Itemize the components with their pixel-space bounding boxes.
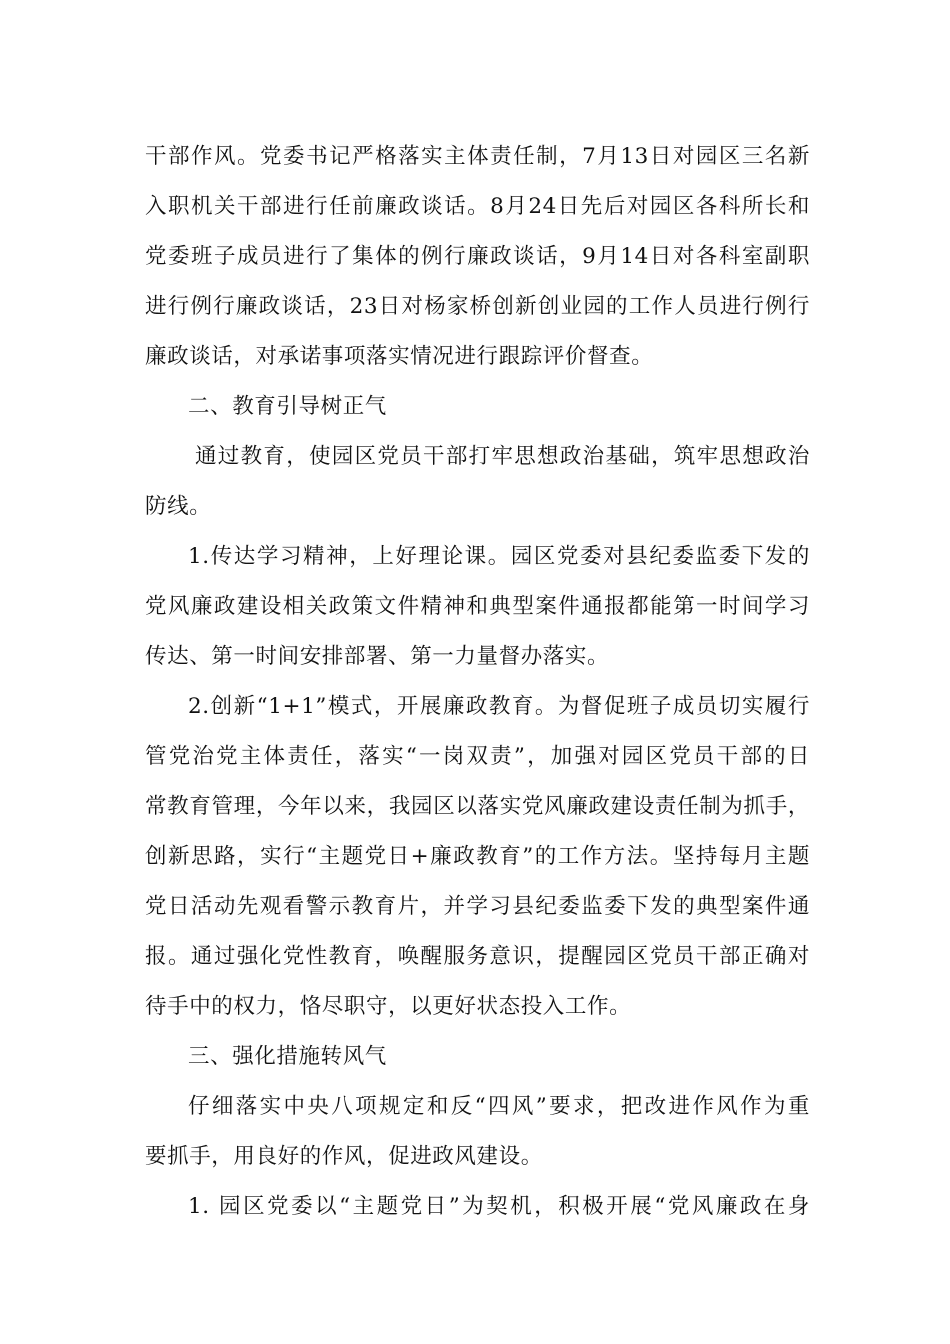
text-line: 进行例行廉政谈话，23日对杨家桥创新创业园的工作人员进行例行: [145, 294, 810, 319]
text-line: 党风廉政建设相关政策文件精神和典型案件通报都能第一时间学习: [145, 594, 810, 619]
text-line: 待手中的权力，恪尽职守，以更好状态投入工作。: [145, 994, 632, 1019]
text-line: 2.创新“1+1”模式，开展廉政教育。为督促班子成员切实履行: [188, 694, 810, 719]
text-line: 1.传达学习精神，上好理论课。园区党委对县纪委监委下发的: [188, 544, 810, 569]
text-line: 防线。: [145, 494, 212, 519]
text-line: 要抓手，用良好的作风，促进政风建设。: [145, 1144, 543, 1169]
text-line: 1. 园区党委以“主题党日”为契机，积极开展“党风廉政在身: [188, 1194, 810, 1219]
text-line: 党日活动先观看警示教育片，并学习县纪委监委下发的典型案件通: [145, 894, 810, 919]
text-line: 报。通过强化党性教育，唤醒服务意识，提醒园区党员干部正确对: [145, 944, 810, 969]
heading-text: 三、强化措施转风气: [188, 1044, 387, 1069]
text-line: 干部作风。党委书记严格落实主体责任制，7月13日对园区三名新: [145, 144, 810, 169]
text-line: 廉政谈话，对承诺事项落实情况进行跟踪评价督查。: [145, 344, 654, 369]
heading-text: 二、教育引导树正气: [188, 394, 387, 419]
text-line: 传达、第一时间安排部署、第一力量督办落实。: [145, 644, 610, 669]
section-heading-education: [145, 382, 810, 432]
text-line: 仔细落实中央八项规定和反“四风”要求，把改进作风作为重: [188, 1094, 810, 1119]
paragraph-item-1-study: [145, 532, 810, 682]
paragraph-measures-item-1: [145, 1182, 810, 1232]
text-line: 入职机关干部进行任前廉政谈话。8月24日先后对园区各科所长和: [145, 194, 810, 219]
text-line: 常教育管理，今年以来，我园区以落实党风廉政建设责任制为抓手，: [145, 794, 810, 819]
text-line: 党委班子成员进行了集体的例行廉政谈话，9月14日对各科室副职: [145, 244, 810, 269]
paragraph-measures-intro: [145, 1082, 810, 1182]
paragraph-talks: [145, 132, 810, 382]
paragraph-education-intro: [145, 432, 810, 532]
text-line: 通过教育，使园区党员干部打牢思想政治基础，筑牢思想政治: [195, 444, 810, 469]
section-heading-measures: [145, 1032, 810, 1082]
document-body: [145, 132, 810, 1232]
text-line: 创新思路，实行“主题党日+廉政教育”的工作方法。坚持每月主题: [145, 844, 810, 869]
paragraph-item-2-innovation: [145, 682, 810, 1032]
text-line: 管党治党主体责任，落实“一岗双责”，加强对园区党员干部的日: [145, 744, 810, 769]
